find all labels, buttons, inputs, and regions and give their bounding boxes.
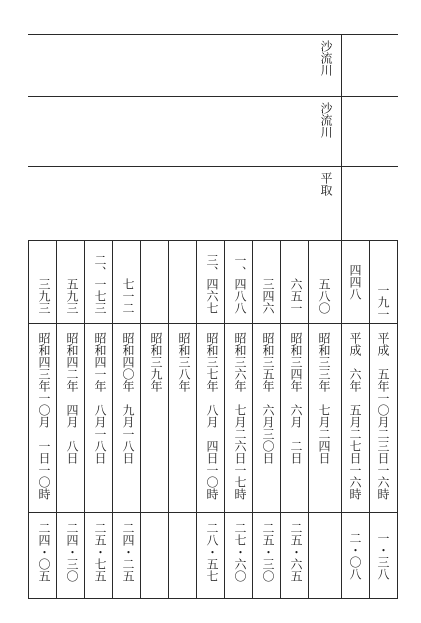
row-datetime: 昭和四〇年 九月一八日 — [121, 332, 135, 464]
row-value: 二七・六〇 — [233, 522, 247, 582]
row-value: 二五・六五 — [289, 522, 303, 582]
header-right-border — [341, 34, 342, 240]
row-datetime: 昭和三六年 七月二六日一七時 — [233, 332, 247, 500]
table-rule-bottom — [28, 598, 398, 599]
table-col-line — [196, 240, 197, 598]
row-count: 五九三 — [65, 278, 79, 314]
row-count: 一、四八八 — [233, 254, 247, 314]
row-datetime: 昭和三三年 七月二四日 — [317, 332, 331, 464]
row-value: 一・三八 — [376, 532, 390, 580]
row-count: 七一二 — [121, 278, 135, 314]
table-col-line — [397, 240, 398, 598]
row-datetime: 昭和四二年 四月 八日 — [65, 332, 79, 464]
row-count: 四四八 — [348, 264, 362, 300]
row-datetime: 昭和三九年 — [149, 332, 163, 392]
row-datetime: 昭和四一年 八月一八日 — [93, 332, 107, 464]
table-col-line — [84, 240, 85, 598]
row-count: 六五一 — [289, 278, 303, 314]
table-col-line — [369, 240, 370, 598]
table-col-line — [224, 240, 225, 598]
row-datetime: 昭和三四年 六月 二日 — [289, 332, 303, 464]
row-value: 二四・三〇 — [65, 522, 79, 582]
row-datetime: 昭和三五年 六月三〇日 — [261, 332, 275, 464]
table-col-line — [56, 240, 57, 598]
row-datetime: 昭和三八年 — [177, 332, 191, 392]
table-col-line — [28, 240, 29, 598]
row-count: 五八〇 — [317, 278, 331, 314]
row-value: 二八・五七 — [205, 522, 219, 582]
row-value: 二五・七五 — [93, 522, 107, 582]
header-rule-top — [28, 34, 398, 35]
header-name-1: 沙流川 — [319, 40, 333, 76]
header-rule-1 — [28, 96, 398, 97]
header-name-2: 沙流川 — [319, 102, 333, 138]
row-value: 二四・〇五 — [37, 522, 51, 582]
table-col-line — [252, 240, 253, 598]
row-datetime: 平成 六年 五月二七日一六時 — [348, 332, 362, 500]
table-col-line — [308, 240, 309, 598]
row-datetime: 昭和四三年一〇月 一日一〇時 — [37, 332, 51, 500]
table-col-line — [168, 240, 169, 598]
header-name-3: 平取 — [319, 172, 333, 196]
table-col-line — [112, 240, 113, 598]
row-count: 二、一七三 — [93, 254, 107, 314]
row-value: 二四・二五 — [121, 522, 135, 582]
row-datetime: 平成 五年一〇月二三日一六時 — [376, 332, 390, 500]
row-value: 二・〇八 — [348, 532, 362, 580]
row-value: 二五・三〇 — [261, 522, 275, 582]
row-datetime: 昭和三七年 八月 四日一〇時 — [205, 332, 219, 500]
table-col-line — [140, 240, 141, 598]
table-col-line — [341, 240, 342, 598]
table-col-line — [280, 240, 281, 598]
row-count: 一九一 — [376, 284, 390, 320]
header-rule-2 — [28, 166, 398, 167]
row-count: 三四六 — [261, 278, 275, 314]
row-count: 三九三 — [37, 278, 51, 314]
row-count: 三、四六七 — [205, 254, 219, 314]
